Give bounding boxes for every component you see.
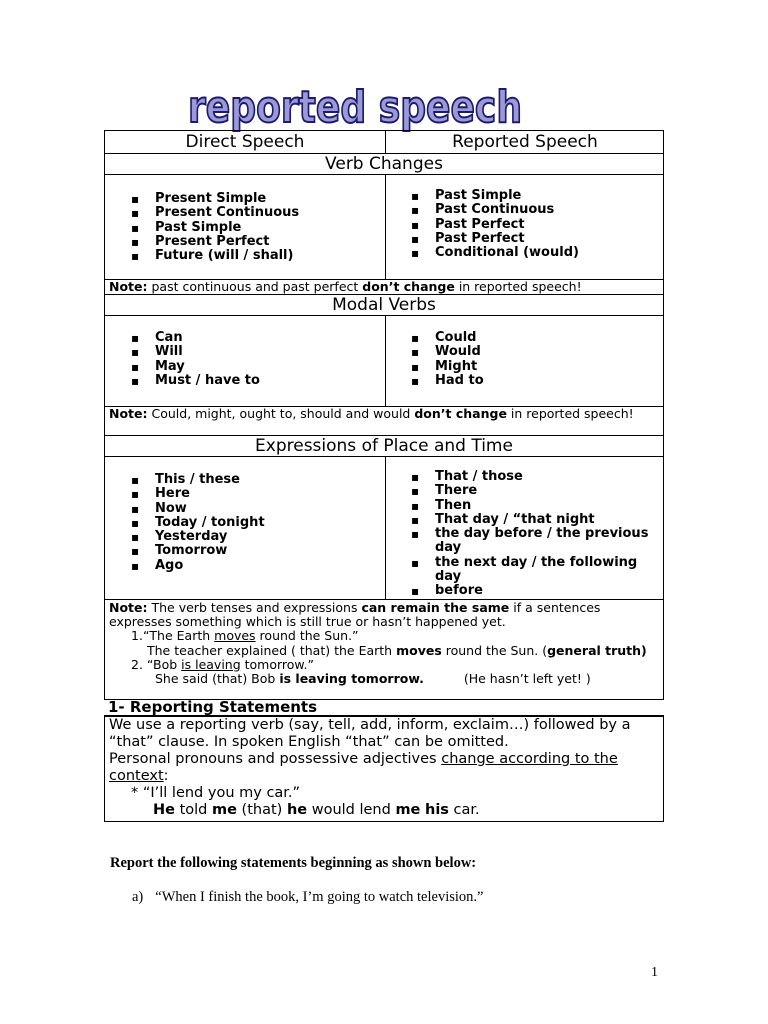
list-item: ▪ Would [409,345,484,359]
modal-note: Note: Could, might, ought to, should and would don’t change in reported speech! [105,406,663,435]
example-2-answer: She said (that) Bob is leaving tomorrow. (He hasn’t left yet! ) [155,671,591,687]
list-item: ▪ Past Perfect [409,232,579,246]
example-1: 1.“The Earth moves round the Sun.” [131,628,359,644]
list-item: ▪ Might [409,360,484,374]
list-item: ▪ Must / have to [129,374,260,388]
example-1-answer: The teacher explained ( that) the Earth moves round the Sun. (general truth) [147,642,647,658]
list-item: ▪ Conditional (would) [409,246,579,260]
list-item: ▪ Tomorrow [129,544,265,558]
modal-verbs-heading: Modal Verbs [332,295,436,315]
reporting-example: * “I’ll lend you my car.” [131,785,301,801]
modal-direct-list [129,331,260,388]
reporting-line-2: Personal pronouns and possessive adjectives change according to the context: [109,751,618,784]
list-item: ▪ Past Simple [409,189,579,203]
modal-reported-list [409,331,484,388]
verb-direct-list [129,192,299,263]
list-item: ▪ Ago [129,559,265,573]
exercise-item-a: a) “When I finish the book, I’m going to watch television.” [132,889,484,905]
example-2: 2. “Bob is leaving tomorrow.” [131,656,314,672]
list-item: ▪ the next day / the following day [409,556,659,585]
list-item: ▪ Could [409,331,484,345]
header-direct: Direct Speech [185,132,305,152]
reporting-line-1: We use a reporting verb (say, tell, add, inform, exclaim…) followed by a “that” clause. In spoken English “that” can be omitted. [109,717,631,750]
section-title: 1- Reporting Statements [104,697,664,717]
list-item: ▪ Will [129,345,260,359]
header-reported: Reported Speech [452,132,598,152]
list-item: ▪ That / those [409,470,659,484]
list-item: ▪ Yesterday [129,530,265,544]
list-item: ▪ Present Perfect [129,235,299,249]
list-item: ▪ Then [409,499,659,513]
list-item: ▪ Past Perfect [409,218,579,232]
place-time-reported-list [409,470,659,599]
reporting-answer: He told me (that) he would lend me his car. [153,802,480,818]
list-item: ▪ Future (will / shall) [129,249,299,263]
list-item: ▪ That day / “that night [409,513,659,527]
place-time-note: Note: The verb tenses and expressions can remain the same if a sentences expresses something which is still true or hasn’t happened yet. 1.“The Earth moves round the Sun.” The teacher explained ( that) the Earth moves round the Sun. (general truth) 2. “Bob is leaving tomorrow.” She said (that) Bob is leaving tomorrow. (He hasn’t left yet! ) [105,599,663,701]
place-time-direct-list [129,473,265,573]
comparison-table [104,130,664,700]
list-item: ▪ Now [129,502,265,516]
page-number: 1 [651,965,658,980]
title-wordart [186,80,526,132]
list-item: ▪ There [409,484,659,498]
list-item: ▪ This / these [129,473,265,487]
list-item: ▪ Today / tonight [129,516,265,530]
place-time-heading: Expressions of Place and Time [255,436,513,456]
list-item: ▪ the day before / the previous day [409,527,659,556]
list-item: ▪ Can [129,331,260,345]
list-item: ▪ Present Continuous [129,206,299,220]
page-title: reported speech [188,82,522,133]
verb-changes-heading: Verb Changes [325,154,443,174]
verb-note: Note: past continuous and past perfect don’t change in reported speech! [105,279,663,294]
verb-reported-list [409,189,579,260]
list-item: ▪ Present Simple [129,192,299,206]
list-item: ▪ Had to [409,374,484,388]
list-item: ▪ May [129,360,260,374]
list-item: ▪ Past Simple [129,221,299,235]
reporting-box [104,716,664,822]
list-item: ▪ before [409,584,659,598]
list-item: ▪ Past Continuous [409,203,579,217]
exercise-instruction: Report the following statements beginning as shown below: [110,855,477,871]
list-item: ▪ Here [129,487,265,501]
